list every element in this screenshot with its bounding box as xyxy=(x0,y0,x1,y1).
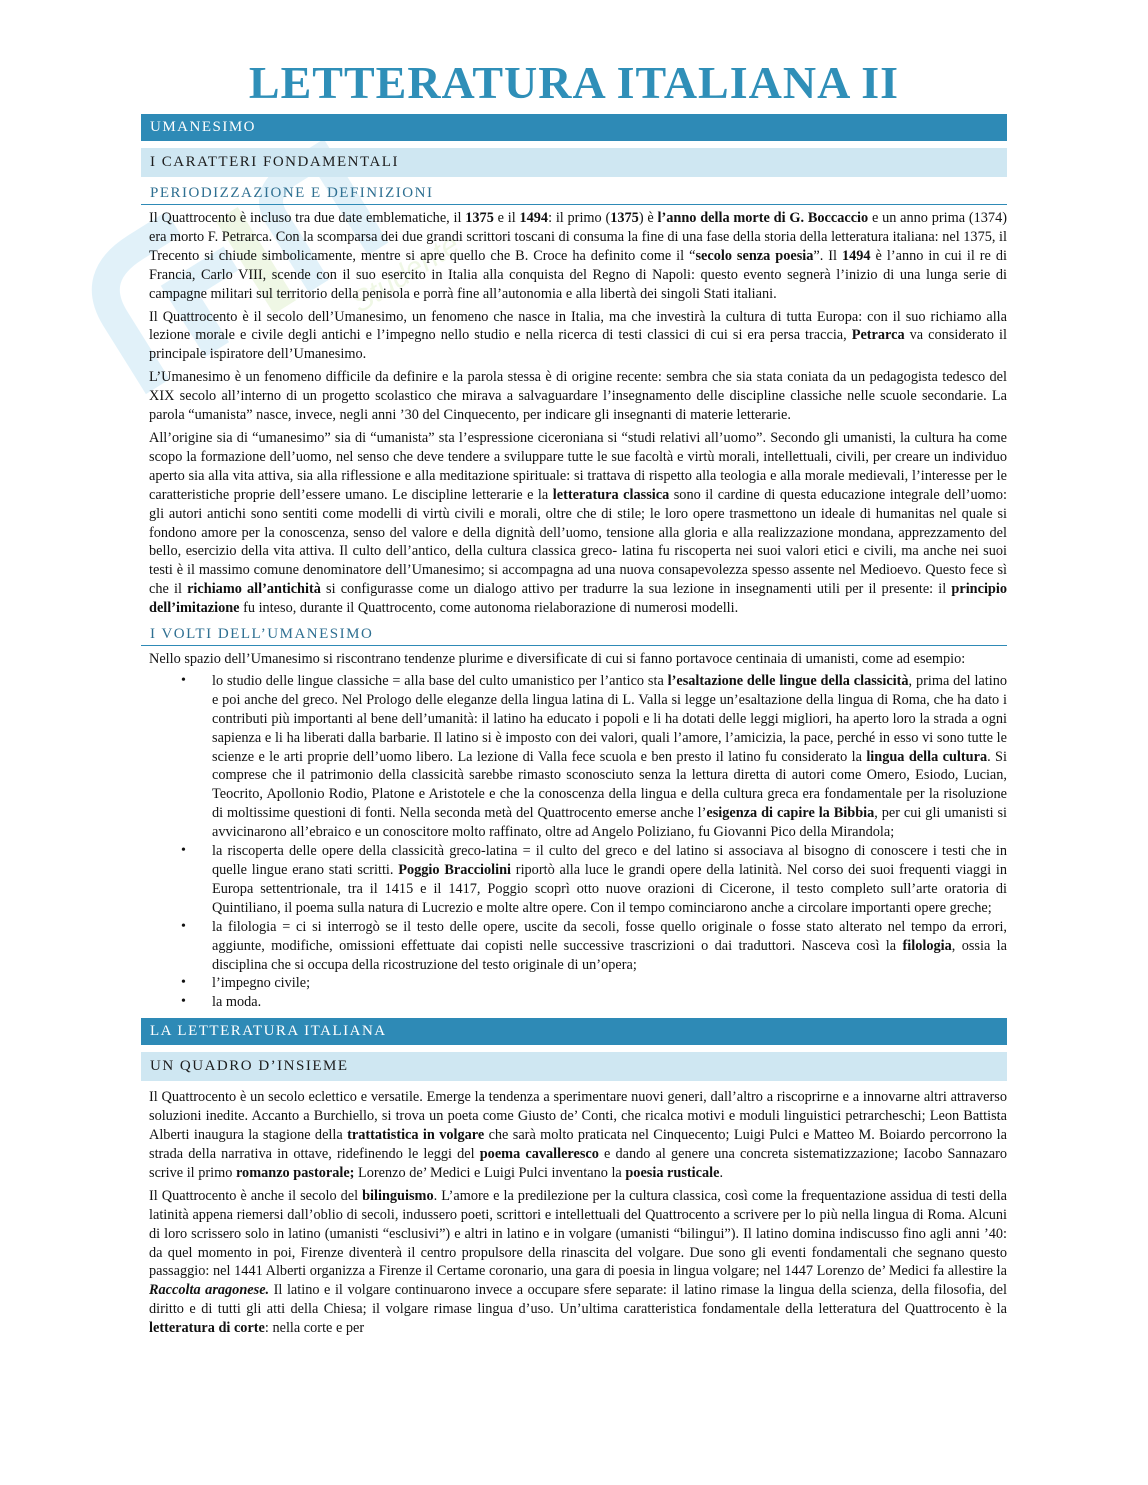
text-run: la riscoperta delle opere della classicità greco-latina = il culto del greco e del latino si associava al bisogno di conoscere i testi che in quelle lingue erano stati scritti. xyxy=(212,843,1007,878)
bold-text: letteratura classica xyxy=(552,486,670,503)
bold-text: 1494 xyxy=(841,247,871,264)
section-heading-letteratura: LA LETTERATURA ITALIANA xyxy=(141,1018,1007,1045)
heading-periodizzazione: PERIODIZZAZIONE E DEFINIZIONI xyxy=(141,182,1007,205)
text-run: . L’amore e la predilezione per la cultura classica, così come la frequentazione assidua di testi della latinità appena riemersi dall’oblio di secoli, indussero poeti, scrittori e intellettuali del Quattrocento a scrivere per lo più nella lingua di Roma. Alcuni di loro scrissero solo in latino (umanisti “esclusivi”) e altri in latino e in volgare (umanisti “bilingui”). Il latino domina indiscusso fino agli anni ’40: da quel momento in poi, Firenze diventerà il centro propulsore della rinascita del volgare. Due sono gli eventi fondamentali che segnano questo passaggio: nel 1441 Alberti organizza a Firenze il Certame coronario, una gara di poesia in lingua volgare; nel 1447 Lorenzo de’ Medici fa allestire la xyxy=(149,1187,1008,1280)
text-run: : nella corte e per xyxy=(264,1320,365,1337)
tendenze-list xyxy=(141,672,1007,1012)
text-run: Il Quattrocento è incluso tra due date emblematiche, il xyxy=(149,210,466,226)
bold-text: poesia rusticale xyxy=(625,1164,720,1181)
paragraph-periodizzazione xyxy=(149,209,1007,304)
subsection-heading-caratteri: I CARATTERI FONDAMENTALI xyxy=(141,148,1007,177)
text-run: Il Quattrocento è un secolo eclettico e versatile. Emerge la tendenza a sperimentare nuovi generi, dall’altro a riscoprirne e a innovarne altri attraverso soluzioni inedite. Accanto a Burchiello, si trova un poeta come Giusto de’ Conti, che ricalca motivi e moduli linguistici petrarcheschi; Leon Battista Alberti inaugura la stagione della xyxy=(149,1089,1007,1144)
bullet-icon: • xyxy=(181,994,186,1010)
bold-text: lingua della cultura xyxy=(866,748,988,765)
text-run: riportò alla luce le grandi opere della latinità. Nel corso dei suoi frequenti viaggi in Europa settentrionale, tra il 1415 e il 1417, Poggio scoprì otto nuove orazioni di Cicerone, il testo completo sull’arte oratoria di Quintiliano, il poema sulla natura di Lucrezio e molte altre opere. Con il tempo cominciarono anche a circolare importanti opere greche; xyxy=(212,862,1007,916)
text-run: lo studio delle lingue classiche = alla base del culto umanistico per l’antico sta xyxy=(212,672,668,689)
bold-text: 1375 xyxy=(610,210,639,226)
svg-text:Studente: Studente xyxy=(345,227,466,320)
bold-text: Petrarca xyxy=(851,327,905,344)
bold-text: l’esaltazione delle lingue della classicità xyxy=(667,672,909,689)
text-run: e un anno prima (1374) era morto F. Petrarca. Con la scomparsa dei due grandi scrittori toscani di consuma la fine di una fase della storia della letteratura italiana: nel 1375, il Trecento si chiude simbolicamente, mentre si apre quello che B. Croce ha definito come il “ xyxy=(149,210,1007,264)
text-run: che sarà molto praticata nel Cinquecento; Luigi Pulci e Matteo M. Boiardo percorrono la strada della narrativa in ottave, ridefinendo le leggi del xyxy=(149,1127,1008,1162)
list-item xyxy=(141,993,1007,1012)
bold-text: principio dell’imitazione xyxy=(149,581,1008,617)
bullet-icon: • xyxy=(181,672,186,688)
text-run: si configurasse come un dialogo attivo per tradurre la sua lezione in insegnamenti utili per il presente: il xyxy=(320,581,952,598)
list-item xyxy=(141,918,1007,975)
bold-text: 1494 xyxy=(519,210,549,226)
text-run: è l’anno in cui il re di Francia, Carlo VIII, scende con il suo esercito in Italia alla conquista del Regno di Napoli: questo evento segnerà l’inizio di una lunga serie di campagne militari sul territorio della penisola e porrà fine all’autonomia e alla libertà dei singoli Stati italiani. xyxy=(149,247,1007,302)
text-run: l’impegno civile; xyxy=(212,975,311,992)
document-title: LETTERATURA ITALIANA II xyxy=(248,57,900,108)
paragraph-bilinguismo xyxy=(149,1187,1007,1338)
bold-text: romanzo pastorale; xyxy=(235,1164,355,1181)
text-run: e dando al genere una concreta sistematizzazione; Iacobo Sannazaro scrive il primo xyxy=(149,1145,1007,1181)
list-item xyxy=(141,842,1007,918)
section-heading-umanesimo: UMANESIMO xyxy=(141,114,1007,141)
bold-text: bilinguismo xyxy=(362,1187,434,1204)
paragraph-volti-intro xyxy=(149,650,1007,669)
bold-text: esigenza di capire la Bibbia xyxy=(706,805,875,822)
text-run: , ossia la disciplina che si occupa della ricostruzione del testo originale di un’opera; xyxy=(212,937,1007,973)
text-run: ”. Il xyxy=(813,247,842,264)
text-run: ) è xyxy=(638,210,658,226)
text-run: Il latino e il volgare continuarono invece a occupare sfere separate: il latino rimase la lingua della scienza, della filosofia, del diritto e di tutti gli atti della Chiesa; il volgare rimase lingua d’uso. Un’ultima caratteristica fondamentale della letteratura del Quattrocento è la xyxy=(149,1282,1007,1318)
bold-text: trattatistica in volgare xyxy=(347,1127,485,1144)
bullet-icon: • xyxy=(181,975,186,991)
text-run: . Si comprese che il patrimonio della classicità sarebbe rimasto sconosciuto senza la lettura diretta di autori come Omero, Esiodo, Lucian, Teocrito, Apollonio Rodio, Platone e Aristotele e che la conoscenza della lingua e della cultura greca era fondamentale per la risoluzione di moltissime questioni di fonti. Nella seconda metà del Quattrocento emerse anche l’ xyxy=(212,748,1007,822)
bullet-icon: • xyxy=(181,843,186,859)
text-run: , prima del latino e poi anche del greco. Nel Prologo delle eleganze della lingua latina di L. Valla si legge un’esaltazione della lingua di Roma, che ha dato i contributi più importanti al bene dell’umanità: il latino ha educato i popoli e li ha dotati delle leggi migliori, ha aperto loro la strada a ogni sapienza e li ha liberati dalla barbarie. Il latino si è imposto con dei valori, quali l’amore, l’amicizia, la pace, perché in esso vi sono tutte le scienze e le arti proprie dell’uomo libero. La lezione di Valla fece scuola e ben presto il latino fu considerato la xyxy=(212,672,1008,765)
bold-text: Poggio Bracciolini xyxy=(398,862,512,878)
heading-volti: I VOLTI DELL’UMANESIMO xyxy=(141,623,1007,646)
text-run: e il xyxy=(493,210,520,226)
text-run: Lorenzo de’ Medici e Luigi Pulci inventano la xyxy=(354,1164,626,1181)
text-run: la moda. xyxy=(212,994,262,1011)
paragraph-petrarca xyxy=(149,308,1007,365)
list-item xyxy=(141,974,1007,993)
document-page xyxy=(141,0,1007,1338)
text-run: All’origine sia di “umanesimo” sia di “umanista” sta l’espressione ciceroniana si “studi relativi all’uomo”. Secondo gli umanisti, la cultura ha come scopo la formazione dell’uomo, nel senso che deve tendere a sviluppare tutte le sue facoltà e virtù morali, intellettuali, civili, per creare un individuo aperto sia alla vita attiva, sia alla riflessione e alla meditazione spirituale: si trattava di rispetto alla teologia e alla morale medievali, l’interesse per le caratteristiche proprie dell’essere umano. Le discipline letterarie e la xyxy=(149,429,1007,503)
text-run: Nello spazio dell’Umanesimo si riscontrano tendenze plurime e diversificate di cui si fanno portavoce centinaia di umanisti, come ad esempio: xyxy=(149,651,966,668)
list-item xyxy=(141,672,1007,842)
paragraph-quadro xyxy=(149,1088,1007,1183)
subsection-heading-quadro: UN QUADRO D’INSIEME xyxy=(141,1052,1007,1081)
text-run: la filologia = ci si interrogò se il testo delle opere, uscite da secoli, fosse quello originale o fosse stato alterato nel tempo da errori, aggiunte, modifiche, omissioni effettuate dai copisti nelle successive trascrizioni o dai traduttori. Nasceva così la xyxy=(212,918,1007,954)
paragraph-origine-parola xyxy=(149,368,1007,425)
paragraph-humanitas xyxy=(149,429,1007,618)
text-run: Il Quattrocento è anche il secolo del xyxy=(149,1187,363,1204)
text-run: fu inteso, durante il Quattrocento, come autonoma rielaborazione di numerosi modelli. xyxy=(239,600,739,617)
bold-text: richiamo all’antichità xyxy=(187,581,321,598)
bold-text: 1375 xyxy=(465,210,494,226)
text-run: , per cui gli umanisti si avvicinarono all’ebraico e un conoscitore molto raffinato, oltre ad Angelo Poliziano, fu Giovanni Pico della Mirandola; xyxy=(212,805,1008,841)
bold-text: filologia xyxy=(902,937,952,954)
bold-text: secolo senza poesia xyxy=(695,247,814,264)
bold-text: l’anno della morte di G. Boccaccio xyxy=(657,210,869,226)
text-run: : il primo ( xyxy=(548,210,611,226)
bold-text: letteratura di corte xyxy=(149,1320,265,1337)
text-run: . xyxy=(719,1164,724,1181)
text-run: sono il cardine di questa educazione integrale dell’uomo: gli autori antichi sono sentiti come modelli di virtù civili e morali, oltre che di stile; le loro opere trasmettono un ideale di humanitas nel quale si fondono amore per la conoscenza, senso del valore e della dignità dell’uomo, tensione alla gloria e alla realizzazione mondana, apprezzamento del bello, esercizio della vita attiva. Il culto dell’antico, della cultura classica greco- latina fu riscoperta nei suoi valori etici e civili, ma anche nei suoi testi è il massimo comune denominatore dell’Umanesimo; si accompagna ad una nuova consapevolezza spesso assente nel Medioevo. Questo fece sì che il xyxy=(149,486,1007,598)
text-run: L’Umanesimo è un fenomeno difficile da definire e la parola stessa è di origine recente: sembra che sia stata coniata da un pedagogista tedesco del XIX secolo all’interno di un progetto scolastico che mirava a salvaguardare l’insegnamento delle discipline classiche nelle scuole secondarie. La parola “umanista” nasce, invece, negli anni ’30 del Cinquecento, per indicare gli insegnanti di materie letterarie. xyxy=(149,369,1007,424)
bold-text: poema cavalleresco xyxy=(479,1145,599,1162)
bullet-icon: • xyxy=(181,918,186,934)
text-run: Il Quattrocento è il secolo dell’Umanesimo, un fenomeno che nasce in Italia, ma che investirà la cultura di tutta Europa: con il suo richiamo alla lezione morale e civile degli antichi e l’impegno nello studio e nella ricerca di testi classici di cui si era persa traccia, xyxy=(149,308,1007,344)
bold-text: Raccolta aragonese. xyxy=(149,1282,270,1299)
text-run: va considerato il principale ispiratore dell’Umanesimo. xyxy=(149,327,1007,363)
